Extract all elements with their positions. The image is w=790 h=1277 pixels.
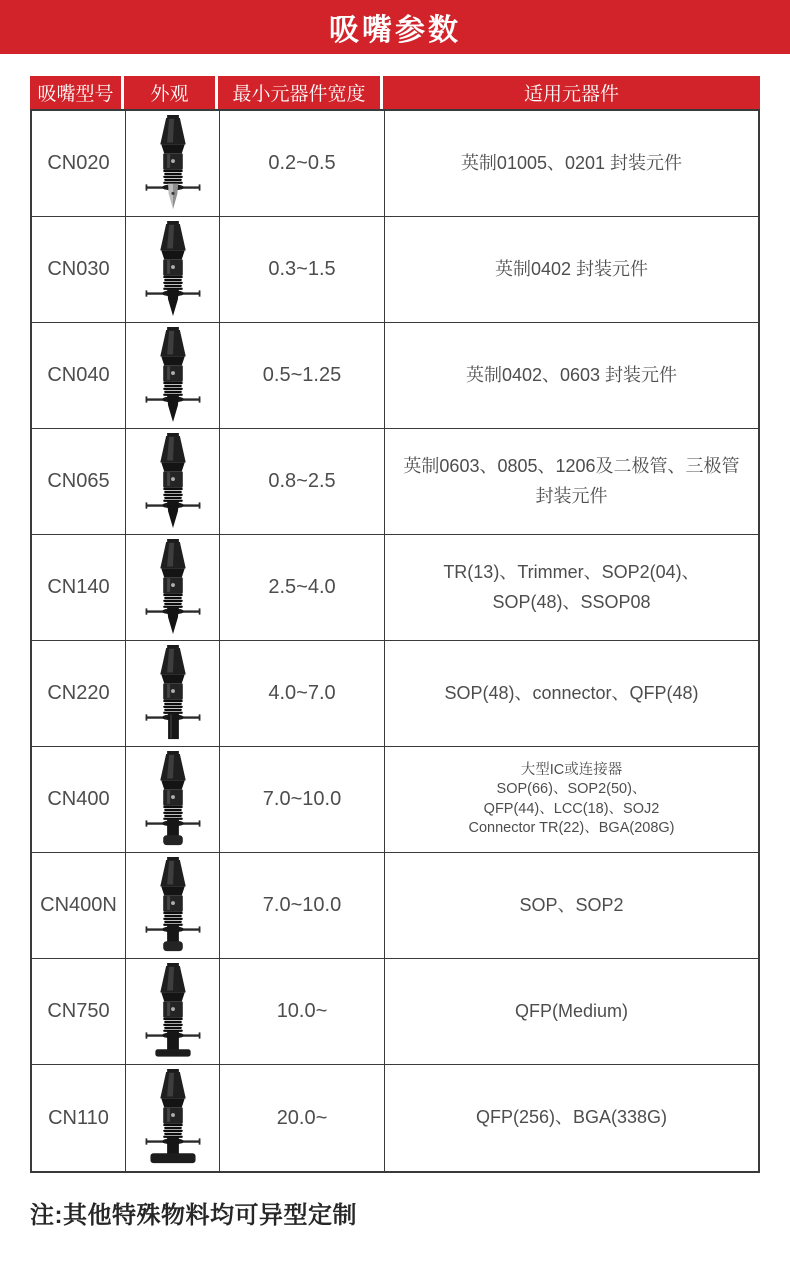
component-line: SOP(48)、connector、QFP(48) — [444, 682, 699, 703]
min-width-value: 20.0~ — [276, 1106, 328, 1129]
nozzle-needle-icon — [141, 433, 205, 531]
component-line: 英制0402、0603 封装元件 — [465, 364, 678, 385]
component-line: SOP、SOP2 — [519, 894, 624, 915]
component-line: QFP(256)、BGA(338G) — [475, 1107, 668, 1128]
min-width-cell — [220, 959, 385, 1064]
min-width-cell — [220, 641, 385, 746]
col-header-appearance: 外观 — [124, 76, 218, 109]
components-cell — [385, 535, 758, 640]
min-width-value: 0.2~0.5 — [268, 152, 336, 174]
nozzle-needle-icon — [141, 539, 205, 637]
model-cell — [32, 1065, 126, 1171]
nozzle-disc-icon — [141, 963, 205, 1061]
model-label: CN065 — [47, 470, 110, 492]
min-width-cell — [220, 217, 385, 322]
col-header-model: 吸嘴型号 — [30, 76, 124, 109]
model-cell — [32, 111, 126, 216]
min-width-cell — [220, 429, 385, 534]
min-width-value: 7.0~10.0 — [262, 894, 342, 916]
model-label: CN040 — [47, 364, 110, 386]
model-cell — [32, 853, 126, 958]
nozzle-needle-icon — [141, 327, 205, 425]
model-cell — [32, 323, 126, 428]
col-header-min-width: 最小元器件宽度 — [218, 76, 383, 109]
components-cell — [385, 217, 758, 322]
model-label: CN400N — [40, 894, 117, 916]
appearance-cell — [126, 853, 220, 958]
components-cell — [385, 959, 758, 1064]
min-width-value: 0.8~2.5 — [268, 470, 336, 492]
model-label: CN030 — [47, 258, 110, 280]
nozzle-collar-icon — [141, 751, 205, 849]
components-cell — [385, 1065, 758, 1171]
model-cell — [32, 641, 126, 746]
table-row — [32, 1065, 758, 1171]
model-label: CN400 — [47, 788, 110, 810]
components-cell — [385, 429, 758, 534]
model-cell — [32, 959, 126, 1064]
appearance-cell — [126, 1065, 220, 1171]
component-line: QFP(Medium) — [514, 1000, 628, 1021]
model-label: CN750 — [47, 1000, 110, 1022]
table-body — [30, 109, 760, 1173]
table-row — [32, 111, 758, 217]
table-row — [32, 217, 758, 323]
component-line: TR(13)、Trimmer、SOP2(04)、 — [443, 561, 700, 582]
nozzle-needle-icon — [141, 221, 205, 319]
model-cell — [32, 535, 126, 640]
min-width-cell — [220, 111, 385, 216]
nozzle-disc-large-icon — [141, 1069, 205, 1167]
nozzle-collar-icon — [141, 857, 205, 955]
col-header-components: 适用元器件 — [383, 76, 760, 109]
component-line: SOP(66)、SOP2(50)、 — [496, 781, 647, 798]
appearance-cell — [126, 429, 220, 534]
appearance-cell — [126, 535, 220, 640]
components-cell — [385, 747, 758, 852]
table-header-row — [30, 76, 760, 109]
appearance-cell — [126, 217, 220, 322]
model-cell — [32, 429, 126, 534]
min-width-cell — [220, 1065, 385, 1171]
title-banner — [0, 0, 790, 54]
page-title: 吸嘴参数 — [329, 14, 461, 47]
nozzle-parameter-table — [30, 76, 760, 1173]
min-width-cell — [220, 535, 385, 640]
model-cell — [32, 747, 126, 852]
component-line: 英制0603、0805、1206及二极管、三极管 — [403, 455, 740, 476]
components-cell — [385, 323, 758, 428]
appearance-cell — [126, 959, 220, 1064]
model-label: CN220 — [47, 682, 110, 704]
component-line: 英制0402 封装元件 — [494, 258, 649, 279]
component-line: QFP(44)、LCC(18)、SOJ2 — [483, 800, 660, 817]
component-line: Connector TR(22)、BGA(208G) — [468, 819, 675, 836]
model-label: CN110 — [48, 1106, 109, 1129]
min-width-value: 4.0~7.0 — [268, 682, 336, 704]
components-cell — [385, 641, 758, 746]
appearance-cell — [126, 747, 220, 852]
nozzle-cylinder-icon — [141, 645, 205, 743]
model-label: CN020 — [47, 152, 110, 174]
component-line: 封装元件 — [535, 485, 608, 506]
model-cell — [32, 217, 126, 322]
min-width-cell — [220, 853, 385, 958]
min-width-cell — [220, 323, 385, 428]
min-width-cell — [220, 747, 385, 852]
table-row — [32, 535, 758, 641]
appearance-cell — [126, 111, 220, 216]
appearance-cell — [126, 323, 220, 428]
component-line: 大型IC或连接器 — [520, 761, 623, 778]
min-width-value: 0.3~1.5 — [268, 258, 336, 280]
min-width-value: 2.5~4.0 — [268, 576, 336, 598]
min-width-value: 10.0~ — [276, 1000, 328, 1022]
table-row — [32, 959, 758, 1065]
component-line: SOP(48)、SSOP08 — [492, 591, 651, 612]
appearance-cell — [126, 641, 220, 746]
min-width-value: 0.5~1.25 — [262, 364, 342, 386]
table-row — [32, 323, 758, 429]
components-cell — [385, 853, 758, 958]
min-width-value: 7.0~10.0 — [262, 788, 342, 810]
component-line: 英制01005、0201 封装元件 — [460, 152, 683, 173]
table-row — [32, 747, 758, 853]
table-row — [32, 641, 758, 747]
nozzle-needle-silver-icon — [141, 115, 205, 213]
model-label: CN140 — [47, 576, 110, 598]
footer-note: 注:其他特殊物料均可异型定制 — [30, 1202, 357, 1229]
table-row — [32, 853, 758, 959]
components-cell — [385, 111, 758, 216]
table-row — [32, 429, 758, 535]
